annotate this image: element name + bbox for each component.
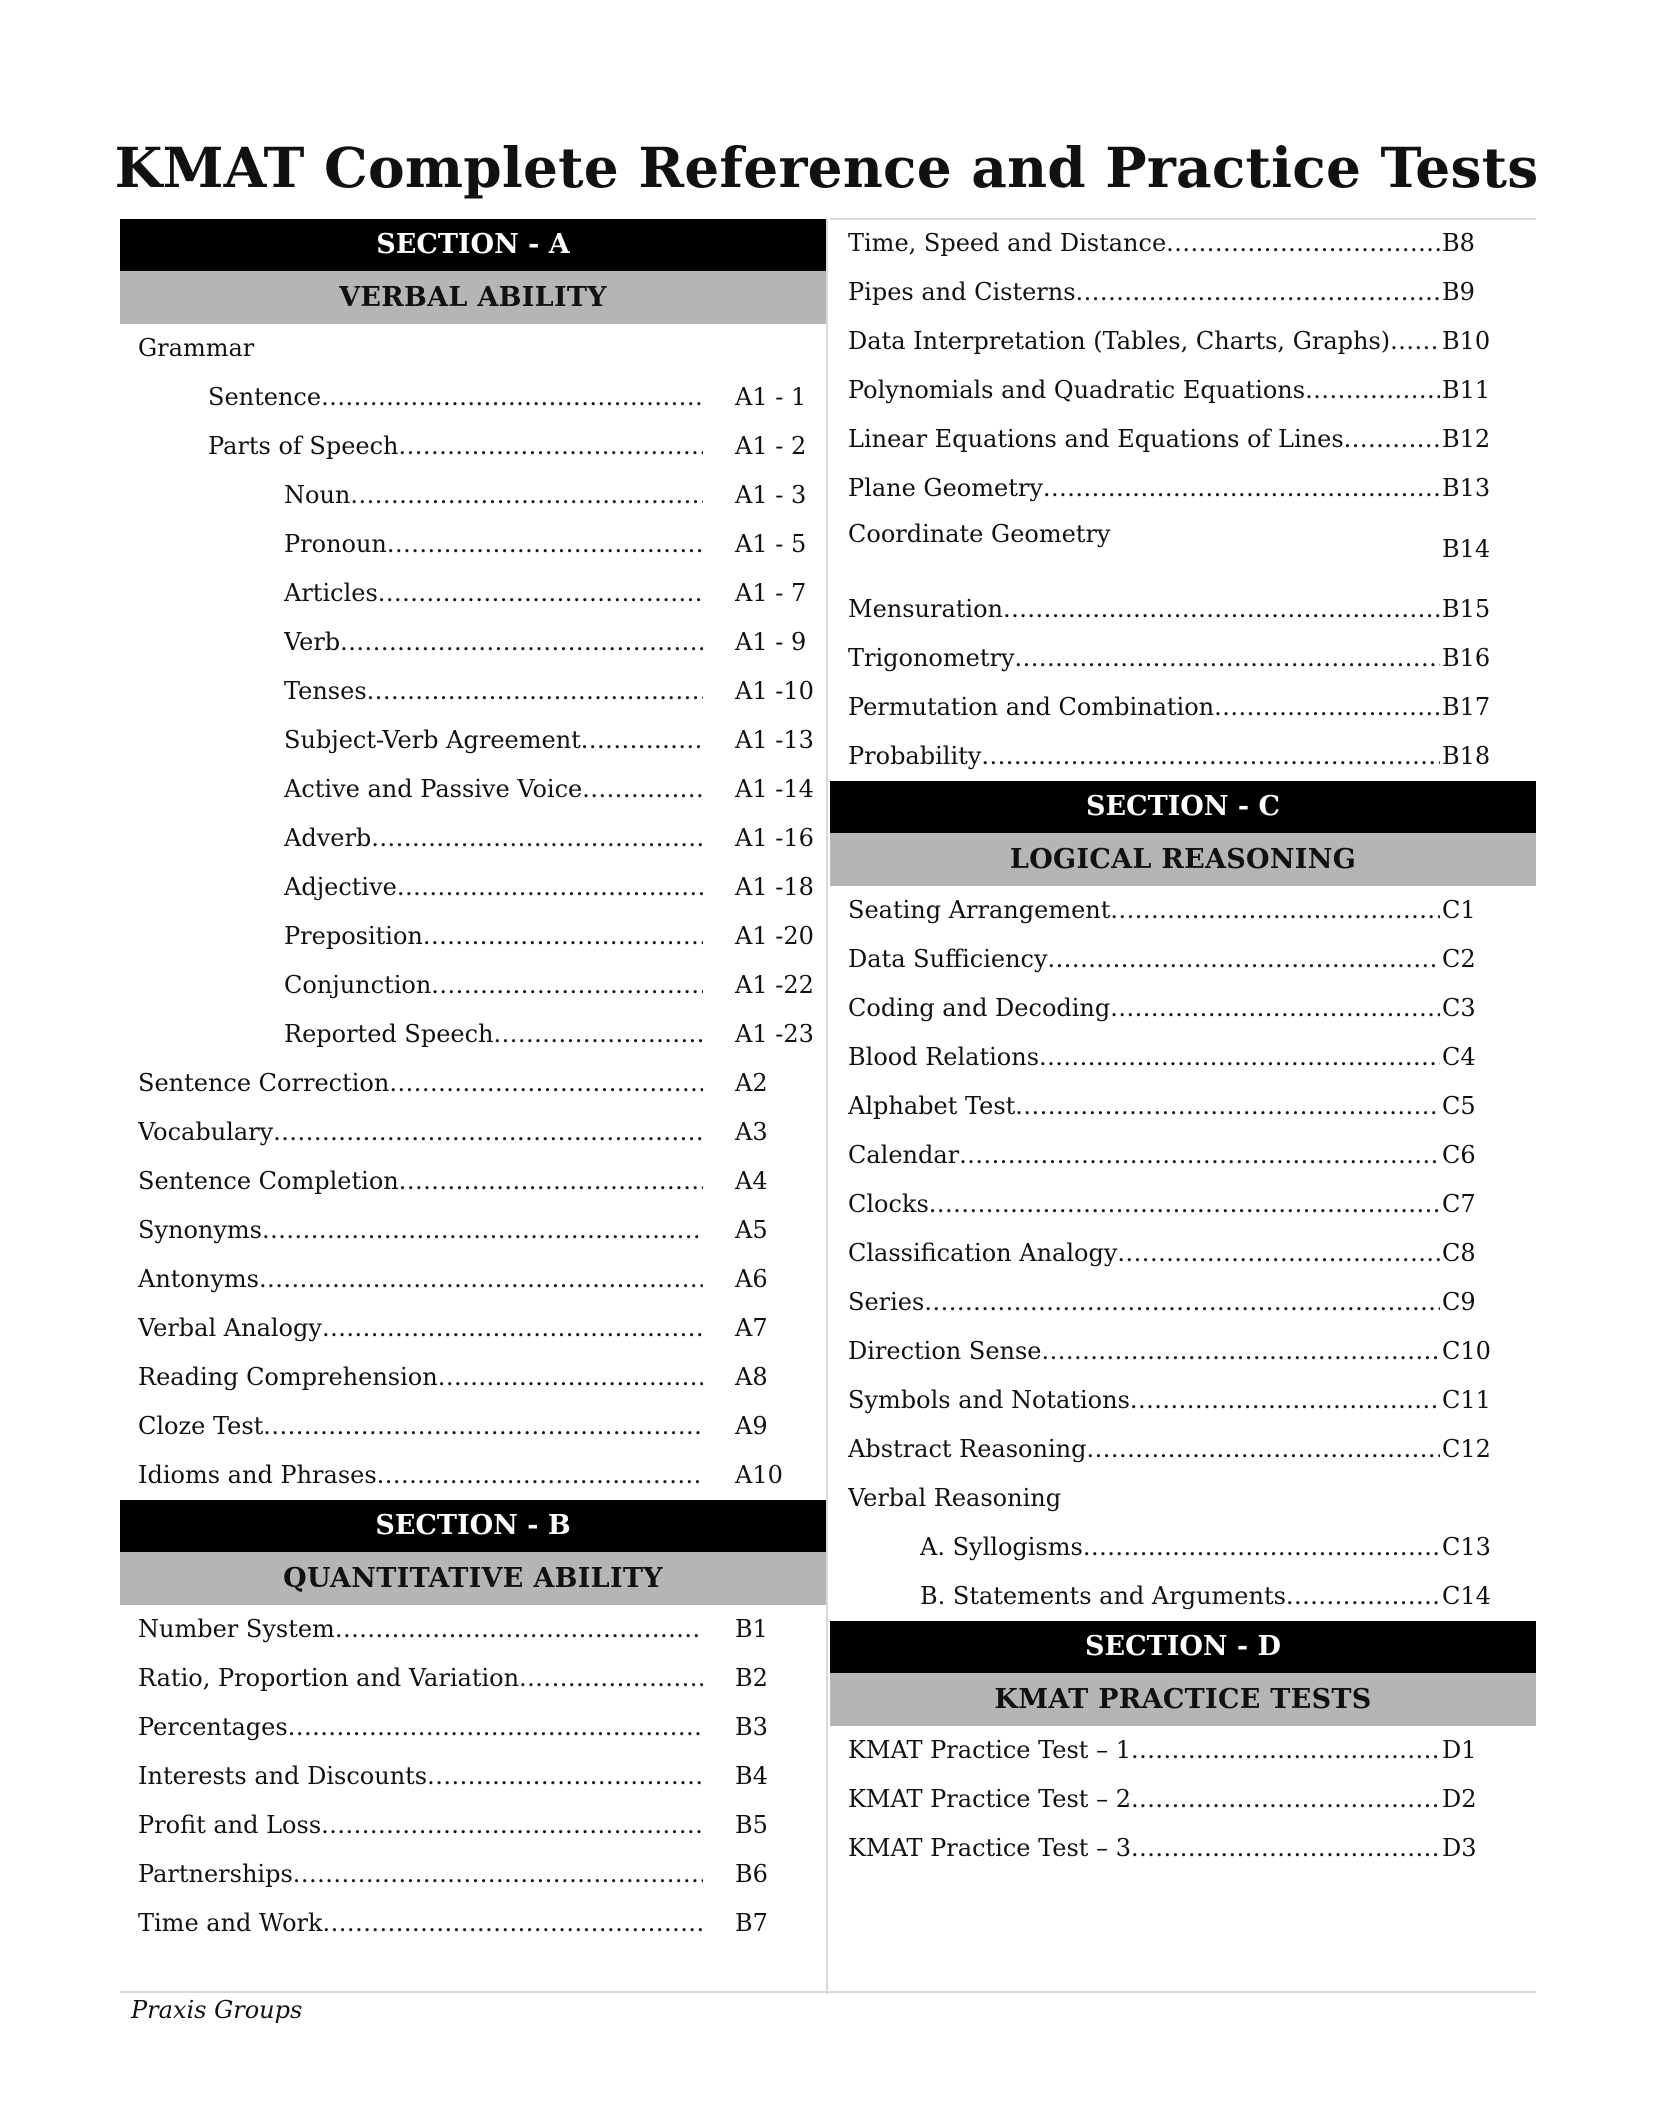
section-d-heading: SECTION - D — [830, 1621, 1536, 1673]
toc-entry-label: Time, Speed and Distance ..... — [848, 219, 1440, 268]
toc-entry-label: Symbols and Notations ..... — [848, 1376, 1440, 1425]
toc-entry[interactable] — [830, 634, 1536, 683]
toc-entry-label: Number System ..... — [138, 1605, 703, 1654]
toc-entry-page: C8 — [1442, 1239, 1476, 1267]
section-d-list — [830, 1726, 1536, 1873]
toc-entry-label: Partnerships ..... — [138, 1850, 703, 1899]
toc-entry[interactable] — [120, 1402, 826, 1451]
toc-entry-page: B9 — [1442, 278, 1475, 306]
toc-entry-label: Coordinate Geometry — [848, 520, 1111, 548]
toc-right-column — [830, 219, 1536, 1873]
toc-entry[interactable] — [120, 1255, 826, 1304]
toc-entry-page: B4 — [735, 1762, 768, 1790]
toc-entry-page: B7 — [735, 1909, 768, 1937]
toc-entry-label: Verb ..... — [284, 618, 703, 667]
toc-entry-page: A1 -22 — [735, 971, 814, 999]
toc-entry-label: Abstract Reasoning ..... — [848, 1425, 1440, 1474]
toc-entry-label: Time and Work ..... — [138, 1899, 703, 1948]
toc-entry-label: Sentence ..... — [208, 373, 703, 422]
toc-entry[interactable] — [830, 366, 1536, 415]
toc-entry-page: A1 -13 — [735, 726, 814, 754]
toc-entry-page: B16 — [1442, 644, 1491, 672]
toc-entry[interactable] — [830, 464, 1536, 513]
toc-entry[interactable] — [830, 935, 1536, 984]
toc-entry-label: Articles ..... — [284, 569, 703, 618]
toc-entry-page: A1 - 5 — [735, 530, 807, 558]
toc-entry[interactable] — [120, 1703, 826, 1752]
toc-entry-label: Reported Speech ..... — [284, 1010, 703, 1059]
toc-entry[interactable] — [830, 415, 1536, 464]
toc-entry-page: B3 — [735, 1713, 768, 1741]
section-a-subheading: VERBAL ABILITY — [120, 271, 826, 324]
toc-entry-page: A1 - 3 — [735, 481, 807, 509]
toc-entry[interactable] — [830, 1474, 1536, 1523]
toc-entry-label: Vocabulary ..... — [138, 1108, 703, 1157]
toc-entry[interactable] — [830, 1425, 1536, 1474]
toc-entry-page: C11 — [1442, 1386, 1491, 1414]
toc-entry-label: Probability ..... — [848, 732, 1440, 781]
toc-entry[interactable] — [830, 1180, 1536, 1229]
toc-entry-label: Interests and Discounts ..... — [138, 1752, 703, 1801]
toc-entry-page: C13 — [1442, 1533, 1491, 1561]
toc-entry-label: Blood Relations ..... — [848, 1033, 1440, 1082]
toc-entry-label: Linear Equations and Equations of Lines ..... — [848, 415, 1440, 464]
toc-entry-label: Pronoun ..... — [284, 520, 703, 569]
toc-entry-page: C10 — [1442, 1337, 1491, 1365]
toc-entry[interactable] — [120, 1752, 826, 1801]
toc-entry-label: Adverb ..... — [284, 814, 703, 863]
toc-entry-page: C7 — [1442, 1190, 1476, 1218]
toc-entry[interactable] — [120, 422, 826, 471]
toc-entry-label: Percentages ..... — [138, 1703, 703, 1752]
toc-entry-label: B. Statements and Arguments ..... — [920, 1572, 1440, 1621]
toc-entry-label: Clocks ..... — [848, 1180, 1440, 1229]
toc-entry-page: B14 — [1442, 535, 1491, 563]
toc-entry-page: B12 — [1442, 425, 1491, 453]
toc-entry[interactable] — [830, 1572, 1536, 1621]
toc-entry-page: C1 — [1442, 896, 1476, 924]
toc-entry-page: A7 — [735, 1314, 768, 1342]
section-b-subheading: QUANTITATIVE ABILITY — [120, 1552, 826, 1605]
toc-entry-page: C9 — [1442, 1288, 1476, 1316]
toc-entry-page: B13 — [1442, 474, 1491, 502]
toc-entry-label: Calendar ..... — [848, 1131, 1440, 1180]
section-a-heading: SECTION - A — [120, 219, 826, 271]
toc-entry[interactable] — [120, 1850, 826, 1899]
toc-entry-label: Sentence Completion ..... — [138, 1157, 703, 1206]
toc-entry-page: A6 — [735, 1265, 768, 1293]
toc-entry-page: A4 — [735, 1167, 768, 1195]
toc-entry-page: B15 — [1442, 595, 1491, 623]
toc-entry-label: KMAT Practice Test – 2 ..... — [848, 1775, 1440, 1824]
toc-entry[interactable] — [830, 1824, 1536, 1873]
toc-entry[interactable] — [120, 961, 826, 1010]
toc-entry[interactable] — [830, 886, 1536, 935]
toc-entry[interactable] — [120, 863, 826, 912]
toc-entry[interactable] — [120, 1801, 826, 1850]
toc-entry-page: A10 — [735, 1461, 783, 1489]
toc-entry-page: C5 — [1442, 1092, 1476, 1120]
toc-entry-page: B8 — [1442, 229, 1475, 257]
toc-entry-page: C2 — [1442, 945, 1476, 973]
section-c-subheading: LOGICAL REASONING — [830, 833, 1536, 886]
toc-entry[interactable] — [120, 716, 826, 765]
toc-entry-page: C3 — [1442, 994, 1476, 1022]
toc-entry-label: Coding and Decoding ..... — [848, 984, 1440, 1033]
toc-entry-label: Seating Arrangement ..... — [848, 886, 1440, 935]
toc-entry-label: Synonyms ..... — [138, 1206, 703, 1255]
toc-entry-label: Cloze Test ..... — [138, 1402, 703, 1451]
toc-entry[interactable] — [120, 618, 826, 667]
toc-entry-label: Mensuration ..... — [848, 585, 1440, 634]
toc-entry-label: Pipes and Cisterns ..... — [848, 268, 1440, 317]
toc-entry[interactable] — [120, 1451, 826, 1500]
toc-entry[interactable] — [830, 513, 1536, 585]
toc-entry[interactable] — [830, 1131, 1536, 1180]
section-a-list — [120, 324, 826, 1500]
toc-entry[interactable] — [120, 1059, 826, 1108]
toc-entry[interactable] — [830, 1726, 1536, 1775]
toc-entry-page: D1 — [1442, 1736, 1477, 1764]
toc-entry-page: B1 — [735, 1615, 768, 1643]
toc-entry-page: A1 -14 — [735, 775, 814, 803]
toc-entry[interactable] — [830, 268, 1536, 317]
toc-entry-label: Preposition ..... — [284, 912, 703, 961]
toc-left-column — [120, 219, 826, 1948]
toc-entry-page: B6 — [735, 1860, 768, 1888]
toc-entry-page: A3 — [735, 1118, 768, 1146]
toc-entry[interactable] — [830, 984, 1536, 1033]
toc-entry-page: B11 — [1442, 376, 1491, 404]
toc-entry-page: A1 -10 — [735, 677, 814, 705]
toc-entry-page: B10 — [1442, 327, 1491, 355]
toc-entry[interactable] — [120, 1304, 826, 1353]
toc-entry-page: A1 -20 — [735, 922, 814, 950]
toc-entry[interactable] — [120, 1654, 826, 1703]
toc-entry-page: C14 — [1442, 1582, 1491, 1610]
toc-entry[interactable] — [120, 520, 826, 569]
toc-entry-page: B5 — [735, 1811, 768, 1839]
toc-entry[interactable] — [120, 1899, 826, 1948]
toc-entry-page: A2 — [735, 1069, 768, 1097]
toc-entry-page: A1 - 1 — [735, 383, 807, 411]
toc-entry-label: Idioms and Phrases ..... — [138, 1451, 703, 1500]
toc-entry[interactable] — [120, 667, 826, 716]
toc-entry-label: Plane Geometry ..... — [848, 464, 1440, 513]
toc-entry-label: Grammar — [138, 334, 255, 362]
toc-entry[interactable] — [830, 1376, 1536, 1425]
toc-entry-page: D2 — [1442, 1785, 1477, 1813]
toc-entry-label: Profit and Loss ..... — [138, 1801, 703, 1850]
toc-entry-page: A1 -18 — [735, 873, 814, 901]
toc-entry[interactable] — [830, 1278, 1536, 1327]
toc-entry[interactable] — [830, 1229, 1536, 1278]
toc-entry[interactable] — [830, 219, 1536, 268]
toc-entry-page: D3 — [1442, 1834, 1477, 1862]
toc-entry-page: A1 - 7 — [735, 579, 807, 607]
toc-entry-label: Ratio, Proportion and Variation ..... — [138, 1654, 703, 1703]
toc-entry[interactable] — [830, 1082, 1536, 1131]
toc-entry[interactable] — [830, 683, 1536, 732]
toc-entry-page: C4 — [1442, 1043, 1476, 1071]
toc-entry[interactable] — [120, 569, 826, 618]
toc-entry[interactable] — [120, 324, 826, 373]
toc-entry[interactable] — [830, 1327, 1536, 1376]
toc-entry[interactable] — [120, 912, 826, 961]
toc-entry-label: Subject-Verb Agreement ..... — [284, 716, 703, 765]
column-divider — [826, 219, 828, 1994]
toc-entry-label: Series ..... — [848, 1278, 1440, 1327]
toc-entry[interactable] — [120, 1206, 826, 1255]
toc-entry[interactable] — [830, 1775, 1536, 1824]
section-c-list — [830, 886, 1536, 1621]
toc-entry[interactable] — [120, 1157, 826, 1206]
section-b-heading: SECTION - B — [120, 1500, 826, 1552]
toc-entry[interactable] — [120, 1605, 826, 1654]
toc-entry-page: C6 — [1442, 1141, 1476, 1169]
toc-entry-page: A1 -23 — [735, 1020, 814, 1048]
toc-entry[interactable] — [120, 1010, 826, 1059]
toc-entry-page: A1 - 9 — [735, 628, 807, 656]
toc-entry-label: Data Interpretation (Tables, Charts, Graphs) ..... — [848, 317, 1440, 366]
toc-entry-label: Permutation and Combination ..... — [848, 683, 1440, 732]
toc-entry-label: Alphabet Test ..... — [848, 1082, 1440, 1131]
toc-entry[interactable] — [830, 1033, 1536, 1082]
toc-entry-label: Noun ..... — [284, 471, 703, 520]
toc-entry[interactable] — [120, 765, 826, 814]
section-b-list — [120, 1605, 826, 1948]
toc-entry-page: A9 — [735, 1412, 768, 1440]
toc-entry-label: Adjective ..... — [284, 863, 703, 912]
toc-entry-label: Polynomials and Quadratic Equations ..... — [848, 366, 1440, 415]
toc-entry-label: Reading Comprehension ..... — [138, 1353, 703, 1402]
toc-entry-label: Sentence Correction ..... — [138, 1059, 703, 1108]
toc-entry-page: A1 -16 — [735, 824, 814, 852]
footer-divider — [120, 1991, 1536, 1993]
toc-entry-label: Verbal Reasoning — [848, 1484, 1062, 1512]
footer-publisher: Praxis Groups — [131, 1996, 303, 2024]
toc-entry-page: A8 — [735, 1363, 768, 1391]
toc-entry-page: C12 — [1442, 1435, 1491, 1463]
toc-entry[interactable] — [830, 1523, 1536, 1572]
toc-entry-page: B2 — [735, 1664, 768, 1692]
toc-entry-label: Active and Passive Voice ..... — [284, 765, 703, 814]
toc-entry-label: Trigonometry ..... — [848, 634, 1440, 683]
toc-entry-page: B18 — [1442, 742, 1491, 770]
toc-entry-page: A5 — [735, 1216, 768, 1244]
toc-entry-label: Conjunction ..... — [284, 961, 703, 1010]
section-d-subheading: KMAT PRACTICE TESTS — [830, 1673, 1536, 1726]
toc-entry-label: Verbal Analogy ..... — [138, 1304, 703, 1353]
toc-entry-label: KMAT Practice Test – 1 ..... — [848, 1726, 1440, 1775]
toc-entry[interactable] — [830, 585, 1536, 634]
section-b-list-continued — [830, 219, 1536, 781]
toc-entry-label: Tenses ..... — [284, 667, 703, 716]
toc-entry[interactable] — [120, 373, 826, 422]
toc-entry-page: A1 - 2 — [735, 432, 807, 460]
toc-entry[interactable] — [830, 732, 1536, 781]
toc-entry[interactable] — [120, 471, 826, 520]
toc-entry[interactable] — [120, 1353, 826, 1402]
toc-entry[interactable] — [120, 1108, 826, 1157]
toc-entry-page: B17 — [1442, 693, 1491, 721]
page-title: KMAT Complete Reference and Practice Tests — [114, 135, 1539, 200]
toc-entry-label: Parts of Speech ..... — [208, 422, 703, 471]
toc-entry[interactable] — [120, 814, 826, 863]
toc-entry-label: Classification Analogy ..... — [848, 1229, 1440, 1278]
toc-entry-label: A. Syllogisms ..... — [920, 1523, 1440, 1572]
toc-entry-label: Antonyms ..... — [138, 1255, 703, 1304]
toc-entry-label: Data Sufficiency ..... — [848, 935, 1440, 984]
toc-entry[interactable] — [830, 317, 1536, 366]
toc-entry-label: Direction Sense ..... — [848, 1327, 1440, 1376]
section-c-heading: SECTION - C — [830, 781, 1536, 833]
toc-entry-label: KMAT Practice Test – 3 ..... — [848, 1824, 1440, 1873]
